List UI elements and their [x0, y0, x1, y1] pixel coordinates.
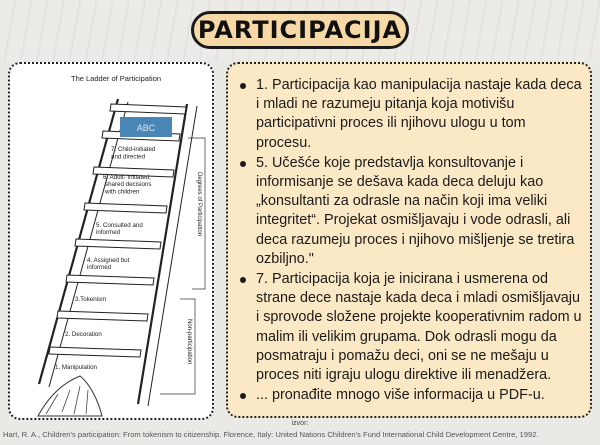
bullet-child-initiated: 7. Participacija koja je inicirana i usmerena od strane dece nastaje kada deca i mladi osmišljavaju i sprovode složene projekte kooperativnim radom u malim ili velikim grupama. Dok odrasli mogu da posmatraju i pomažu deci, oni se ne mešaju u proces niti igraju ulogu direktive ili menadžera.	[236, 270, 582, 385]
rung-label-5-line1: 5. Consulted and	[96, 222, 143, 229]
rung-2	[57, 311, 148, 321]
rung-label-7	[111, 146, 157, 161]
ladder-heading: The Ladder of Participation	[71, 74, 162, 83]
rung-label-7-line1: 7. Child-initiated	[111, 146, 156, 153]
abc-badge-label: ABC	[136, 123, 156, 133]
rung-label-2: 2. Decoration	[65, 331, 102, 338]
rung-5	[84, 203, 167, 213]
content-panel	[226, 62, 592, 418]
rung-3	[66, 275, 154, 285]
rung-label-7-line2: and directed	[111, 153, 146, 161]
rung-1	[49, 347, 141, 357]
rung-label-4	[87, 257, 131, 271]
rung-8	[110, 104, 186, 114]
rung-label-5	[96, 222, 145, 236]
rung-label-1: 1. Manipulation	[55, 364, 97, 371]
bullet-more-info: ... pronađite mnogo više informacija u PDF-u.	[236, 386, 582, 405]
bullet-consulted: 5. Učešće koje predstavlja konsultovanje i informisanje se dešava kada deca deluju kao „konsultanti za odrasle na način koji ima veliki integritet“. Projekat osmišljavaju i vode odrasli, ali deca razumeju proces i njihovo mišljenje se tretira ozbiljno."	[236, 154, 582, 269]
source-citation: Hart, R. A., Children's participation: From tokenism to citizenship. Florence, Italy: United Nations Children's Fund International Child Development Centre, 1992.	[3, 430, 539, 439]
ground-sketch	[38, 376, 102, 416]
rung-label-6	[103, 174, 153, 195]
rung-label-4-line2: informed	[87, 264, 112, 272]
source-label: izvor:	[291, 420, 309, 427]
bullet-manipulation: 1. Participacija kao manipulacija nastaje kada deca i mladi ne razumeju pitanja koja motivišu participativni proces ili njihovu ulogu u tom procesu.	[236, 76, 582, 153]
bullet-list	[236, 76, 582, 405]
rung-label-3: 3.Tokenism	[75, 296, 107, 303]
rung-label-6-line1: 6. Adult- Initiated,	[103, 174, 151, 181]
rung-label-6-line2: shared decisions	[105, 181, 152, 189]
non-participation-label: Non-participation	[186, 319, 192, 365]
page-title: PARTICIPACIJA	[197, 16, 403, 44]
rung-label-4-line1: 4. Assigned but	[87, 257, 130, 264]
rung-label-6-line3: with children	[105, 188, 140, 196]
ladder-illustration	[10, 64, 212, 418]
title-banner	[191, 11, 409, 49]
ladder-figure-panel	[8, 62, 214, 420]
degrees-of-participation-label: Degrees of Participation	[196, 172, 202, 237]
rung-label-5-line2: informed	[96, 229, 121, 237]
